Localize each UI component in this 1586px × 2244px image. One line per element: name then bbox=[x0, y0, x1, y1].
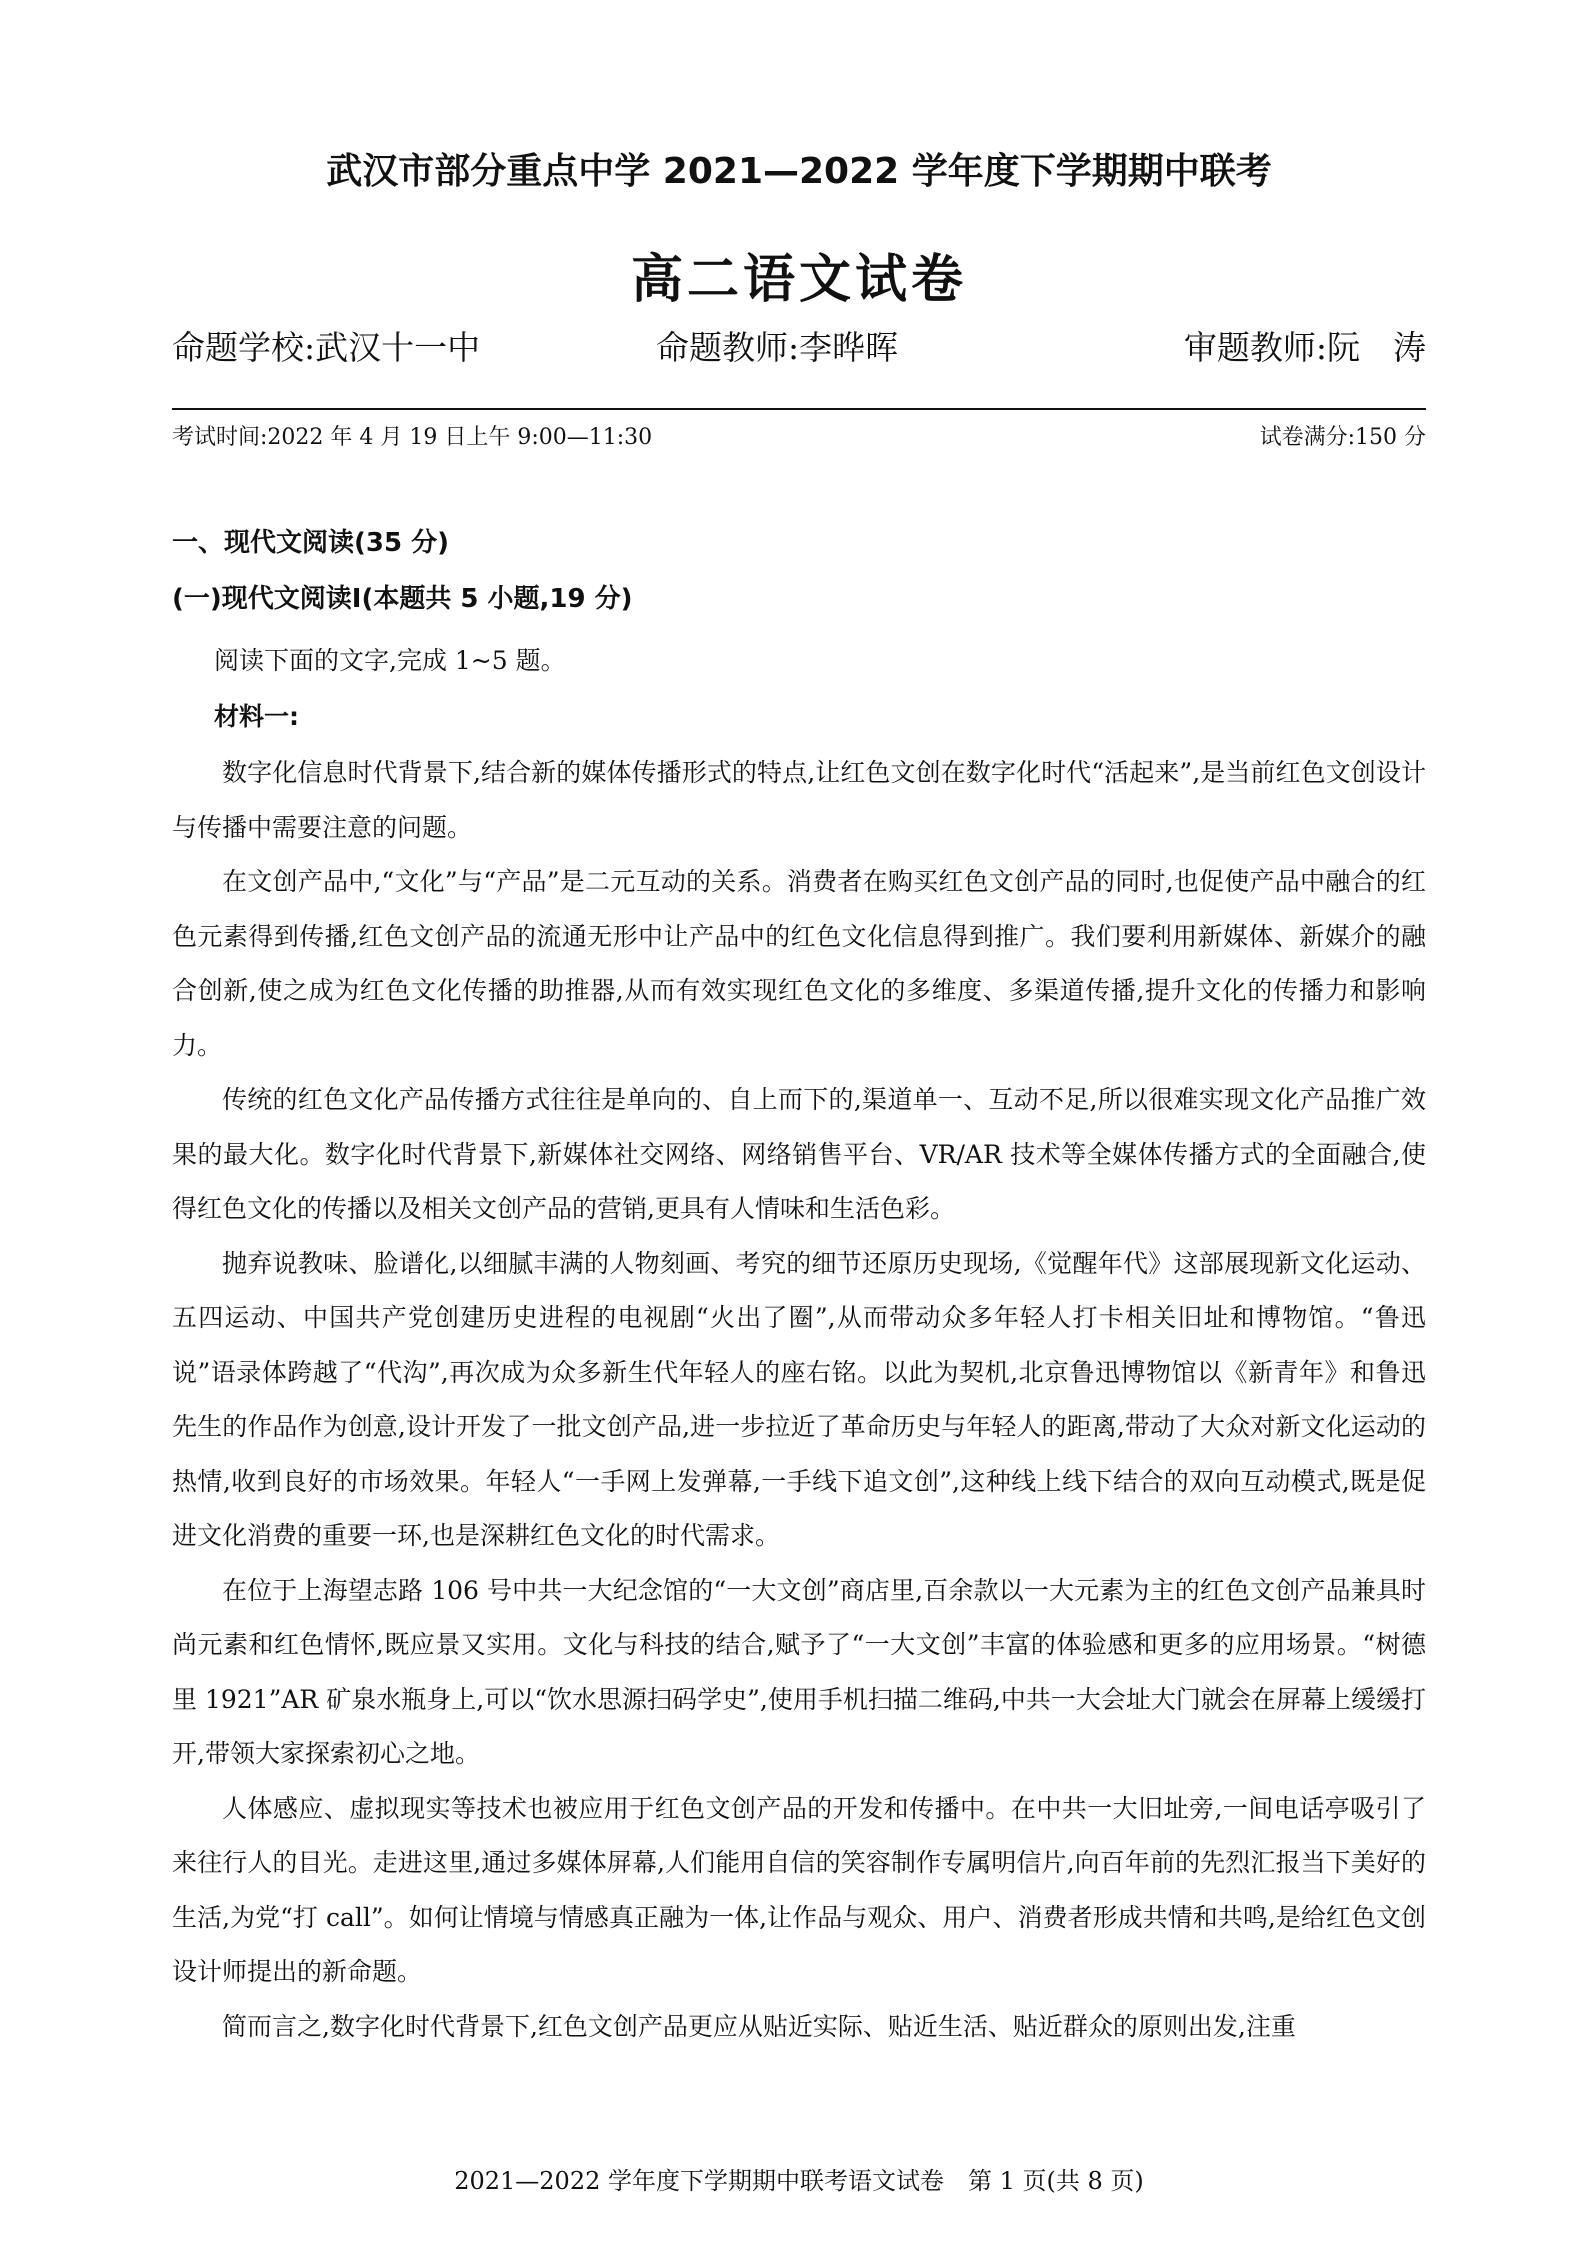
passage-paragraph: 传统的红色文化产品传播方式往往是单向的、自上而下的,渠道单一、互动不足,所以很难实现文化产品推广效果的最大化。数字化时代背景下,新媒体社交网络、网络销售平台、VR/AR 技术等全媒体传播方式的全面融合,使得红色文化的传播以及相关文创产品的营销,更具有人情味和生活色彩。 bbox=[172, 1085, 1426, 1223]
exam-page bbox=[172, 0, 1426, 2244]
passage-paragraph: 简而言之,数字化时代背景下,红色文创产品更应从贴近实际、贴近生活、贴近群众的原则出发,注重 bbox=[222, 2011, 1296, 2041]
material-label: 材料一: bbox=[214, 702, 299, 731]
page-footer: 2021—2022 学年度下学期期中联考语文试卷 第 1 页(共 8 页) bbox=[454, 2167, 1144, 2195]
full-score: 试卷满分:150 分 bbox=[1259, 425, 1426, 450]
header-divider bbox=[172, 408, 1426, 410]
subsection-title: (一)现代文阅读Ⅰ(本题共 5 小题,19 分) bbox=[172, 584, 633, 614]
proposer-info-row bbox=[172, 326, 1426, 370]
exam-time: 考试时间:2022 年 4 月 19 日上午 9:00—11:30 bbox=[172, 425, 653, 450]
reviewer-label: 审题教师:阮 涛 bbox=[1183, 328, 1426, 367]
paper-title: 高二语文试卷 bbox=[630, 250, 967, 310]
reading-passage bbox=[172, 746, 1426, 2054]
reading-instruction: 阅读下面的文字,完成 1~5 题。 bbox=[214, 646, 566, 675]
exam-title: 武汉市部分重点中学 2021—2022 学年度下学期期中联考 bbox=[326, 151, 1272, 192]
passage-paragraph: 数字化信息时代背景下,结合新的媒体传播形式的特点,让红色文创在数字化时代“活起来”,是当前红色文创设计与传播中需要注意的问题。 bbox=[172, 758, 1426, 842]
section-title: 一、现代文阅读(35 分) bbox=[172, 528, 449, 558]
passage-paragraph: 人体感应、虚拟现实等技术也被应用于红色文创产品的开发和传播中。在中共一大旧址旁,一间电话亭吸引了来往行人的目光。走进这里,通过多媒体屏幕,人们能用自信的笑容制作专属明信片,向百年前的先烈汇报当下美好的生活,为党“打 call”。如何让情境与情感真正融为一体,让作品与观众、用户、消费者形成共情和共鸣,是给红色文创设计师提出的新命题。 bbox=[172, 1793, 1426, 1986]
school-label: 命题学校:武汉十一中 bbox=[172, 328, 481, 367]
passage-paragraph: 在位于上海望志路 106 号中共一大纪念馆的“一大文创”商店里,百余款以一大元素为主的红色文创产品兼具时尚元素和红色情怀,既应景又实用。文化与科技的结合,赋予了“一大文创”丰富的体验感和更多的应用场景。“树德里 1921”AR 矿泉水瓶身上,可以“饮水思源扫码学史”,使用手机扫描二维码,中共一大会址大门就会在屏幕上缓缓打开,带领大家探索初心之地。 bbox=[172, 1575, 1426, 1768]
author-label: 命题教师:李晔晖 bbox=[656, 328, 899, 367]
passage-paragraph: 抛弃说教味、脸谱化,以细腻丰满的人物刻画、考究的细节还原历史现场,《觉醒年代》这部展现新文化运动、五四运动、中国共产党创建历史进程的电视剧“火出了圈”,从而带动众多年轻人打卡相关旧址和博物馆。“鲁迅说”语录体跨越了“代沟”,再次成为众多新生代年轻人的座右铭。以此为契机,北京鲁迅博物馆以《新青年》和鲁迅先生的作品作为创意,设计开发了一批文创产品,进一步拉近了革命历史与年轻人的距离,带动了大众对新文化运动的热情,收到良好的市场效果。年轻人“一手网上发弹幕,一手线下追文创”,这种线上线下结合的双向互动模式,既是促进文化消费的重要一环,也是深耕红色文化的时代需求。 bbox=[172, 1248, 1426, 1550]
exam-meta-row bbox=[172, 422, 1426, 454]
passage-paragraph: 在文创产品中,“文化”与“产品”是二元互动的关系。消费者在购买红色文创产品的同时,也促使产品中融合的红色元素得到传播,红色文创产品的流通无形中让产品中的红色文化信息得到推广。我们要利用新媒体、新媒介的融合创新,使之成为红色文化传播的助推器,从而有效实现红色文化的多维度、多渠道传播,提升文化的传播力和影响力。 bbox=[172, 867, 1426, 1060]
